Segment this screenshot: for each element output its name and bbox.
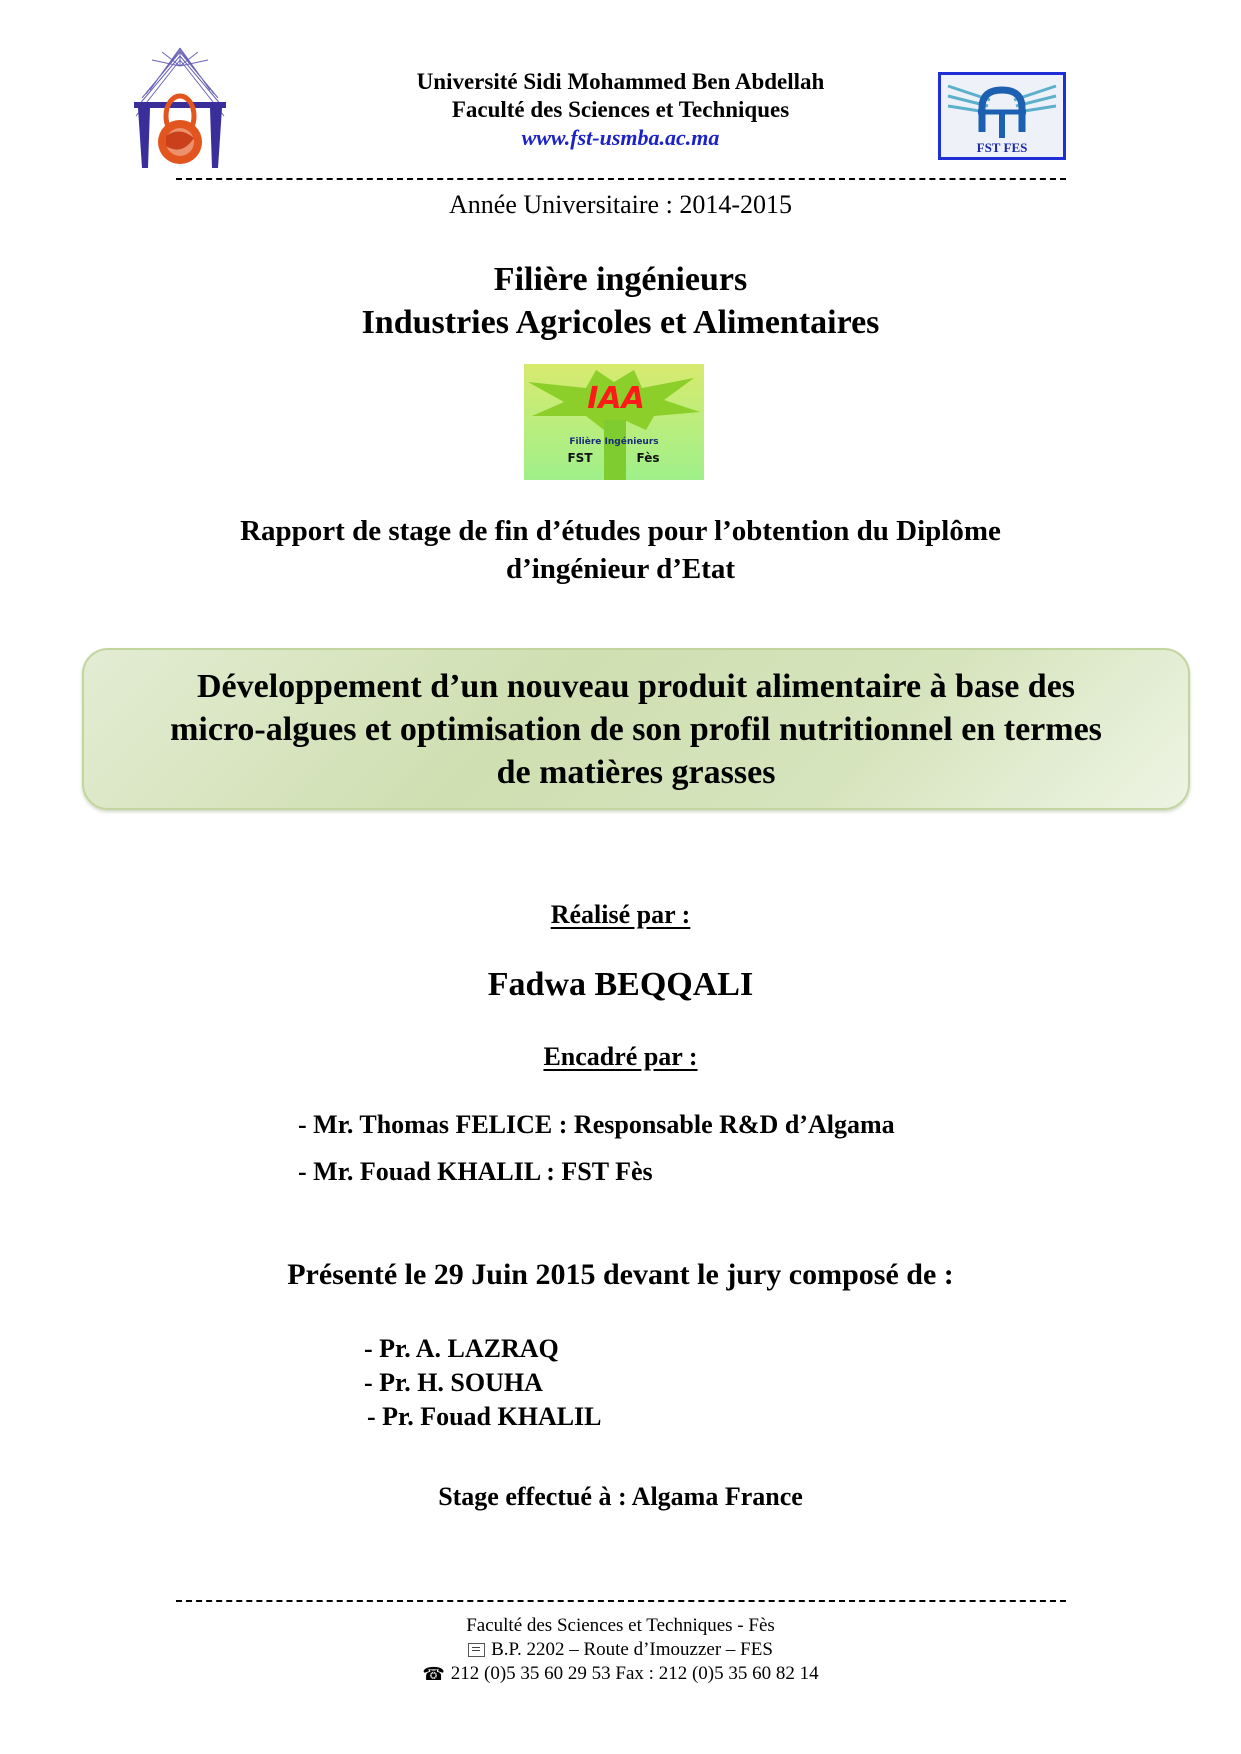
fst-fes-logo xyxy=(938,72,1066,160)
iaa-logo xyxy=(524,364,704,480)
footer-faculty: Faculté des Sciences et Techniques - Fès xyxy=(466,1615,775,1636)
footer-phone-row xyxy=(0,1662,1241,1686)
program-line-2: Industries Agricoles et Alimentaires xyxy=(361,304,880,341)
svg-text:IAA: IAA xyxy=(587,381,645,416)
report-type xyxy=(0,512,1241,588)
jury-heading: Présenté le 29 Juin 2015 devant le jury composé de : xyxy=(287,1258,954,1291)
encadre-section xyxy=(0,1042,1241,1072)
author-name: Fadwa BEQQALI xyxy=(487,966,754,1003)
telephone-icon: ☎ xyxy=(422,1664,445,1684)
header-divider xyxy=(176,178,1066,180)
svg-text:Fès: Fès xyxy=(636,451,660,465)
jury-member: - Pr. Fouad KHALIL xyxy=(367,1402,602,1431)
title-line-2: micro-algues et optimisation de son profil nutritionnel en termes xyxy=(170,710,1102,748)
academic-year: Année Universitaire : 2014-2015 xyxy=(449,190,792,219)
thesis-title-box xyxy=(82,648,1190,810)
iaa-palm-logo-icon xyxy=(524,364,704,480)
thesis-title xyxy=(91,665,1181,794)
realise-label: Réalisé par : xyxy=(550,900,691,929)
report-line-1: Rapport de stage de fin d’études pour l’obtention du Diplôme xyxy=(240,515,1001,547)
svg-text:Filière Ingénieurs: Filière Ingénieurs xyxy=(569,437,659,447)
university-name: Université Sidi Mohammed Ben Abdellah xyxy=(416,69,825,94)
footer-address-row xyxy=(0,1638,1241,1662)
footer-phone: 212 (0)5 35 60 29 53 Fax : 212 (0)5 35 60 82 14 xyxy=(450,1663,819,1684)
jury-member: - Pr. A. LAZRAQ xyxy=(364,1334,559,1363)
supervisor-item: - Mr. Thomas FELICE : Responsable R&D d’Algama xyxy=(298,1110,895,1139)
program-heading xyxy=(0,258,1241,344)
title-line-3: de matières grasses xyxy=(496,753,776,791)
footer-divider xyxy=(176,1600,1066,1602)
svg-text:FST: FST xyxy=(567,451,593,465)
website-link[interactable]: www.fst-usmba.ac.ma xyxy=(521,125,720,150)
faculty-name: Faculté des Sciences et Techniques xyxy=(451,97,790,122)
svg-text:FST FES: FST FES xyxy=(976,140,1028,155)
title-line-1: Développement d’un nouveau produit alimentaire à base des xyxy=(196,667,1076,705)
realise-section xyxy=(0,900,1241,930)
report-line-2: d’ingénieur d’Etat xyxy=(505,553,736,585)
footer-address: B.P. 2202 – Route d’Imouzzer – FES xyxy=(491,1639,773,1660)
mailbox-icon xyxy=(468,1643,485,1657)
program-line-1: Filière ingénieurs xyxy=(493,261,748,298)
jury-member: - Pr. H. SOUHA xyxy=(364,1368,543,1397)
footer xyxy=(0,1614,1241,1686)
internship-location: Stage effectué à : Algama France xyxy=(438,1482,803,1511)
fst-fes-logo-icon xyxy=(938,72,1066,160)
supervisor-item: - Mr. Fouad KHALIL : FST Fès xyxy=(298,1157,653,1186)
encadre-label: Encadré par : xyxy=(543,1042,698,1071)
